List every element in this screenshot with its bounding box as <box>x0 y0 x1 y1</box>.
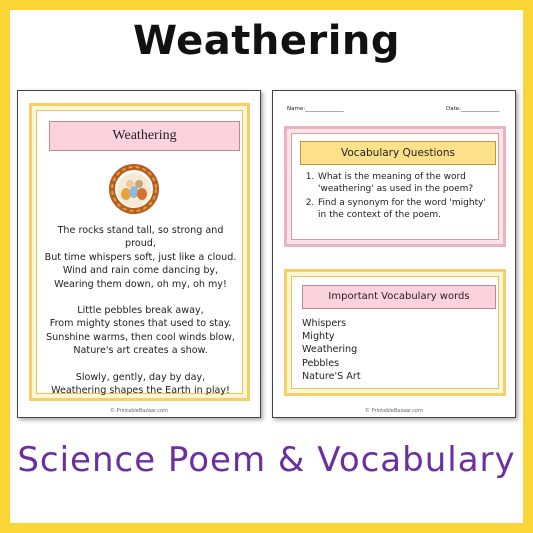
poem-text <box>41 224 240 410</box>
date-field-label: Date:______________ <box>446 106 500 112</box>
poem-line: Little pebbles break away, <box>77 305 204 317</box>
poem-line: Weathering shapes the Earth in play! <box>51 385 230 397</box>
word-item: Weathering <box>302 344 358 356</box>
vocabulary-questions-title: Vocabulary Questions <box>300 141 496 165</box>
vocabulary-questions-border <box>284 126 506 247</box>
word-item: Whispers <box>302 318 347 329</box>
poem-sheet <box>17 90 261 418</box>
question-item <box>302 171 492 195</box>
important-words-panel <box>291 276 499 389</box>
question-number: 1. <box>305 172 315 182</box>
subtitle-banner: Science Poem & Vocabulary <box>17 440 516 480</box>
poem-line: Sunshine warms, then cool winds blow, <box>46 331 235 343</box>
poem-panel <box>36 110 243 397</box>
poem-line: Wearing them down, oh my, oh my! <box>54 278 227 290</box>
important-words-border <box>284 269 506 396</box>
word-item: Mighty <box>302 331 335 343</box>
poem-line: Nature's art creates a show. <box>73 345 208 357</box>
question-text: Find a synonym for the word 'mighty' in the context of the poem. <box>318 198 486 220</box>
poem-border <box>29 103 250 401</box>
vocabulary-sheet <box>272 90 516 418</box>
pebbles-ring-icon <box>108 163 160 215</box>
poem-line: Wind and rain come dancing by, <box>62 265 219 277</box>
question-text: What is the meaning of the word 'weathering' as used in the poem? <box>318 172 474 194</box>
important-words-title: Important Vocabulary words <box>302 285 496 309</box>
name-field-label: Name:______________ <box>287 106 344 112</box>
poem-stanza <box>41 304 240 358</box>
word-item: Pebbles <box>302 357 340 369</box>
page-title: Weathering <box>132 18 401 64</box>
question-list <box>302 171 492 223</box>
poem-title: Weathering <box>49 121 240 151</box>
poem-line: From mighty stones that used to stay. <box>49 318 232 330</box>
sheet-footer: © PrintableBazaar.com <box>110 408 168 414</box>
poem-stanza <box>41 371 240 398</box>
question-item <box>302 197 492 221</box>
poem-stanza <box>41 224 240 291</box>
poem-line: But time whispers soft, just like a cloud. <box>44 251 237 263</box>
question-number: 2. <box>305 198 315 208</box>
vocabulary-questions-panel <box>291 133 499 240</box>
sheet-footer: © PrintableBazaar.com <box>365 408 423 414</box>
poem-line: Slowly, gently, day by day, <box>75 371 206 383</box>
word-list <box>302 317 361 383</box>
poem-line: The rocks stand tall, so strong and proud, <box>57 225 224 250</box>
word-item: Nature'S Art <box>302 370 361 382</box>
